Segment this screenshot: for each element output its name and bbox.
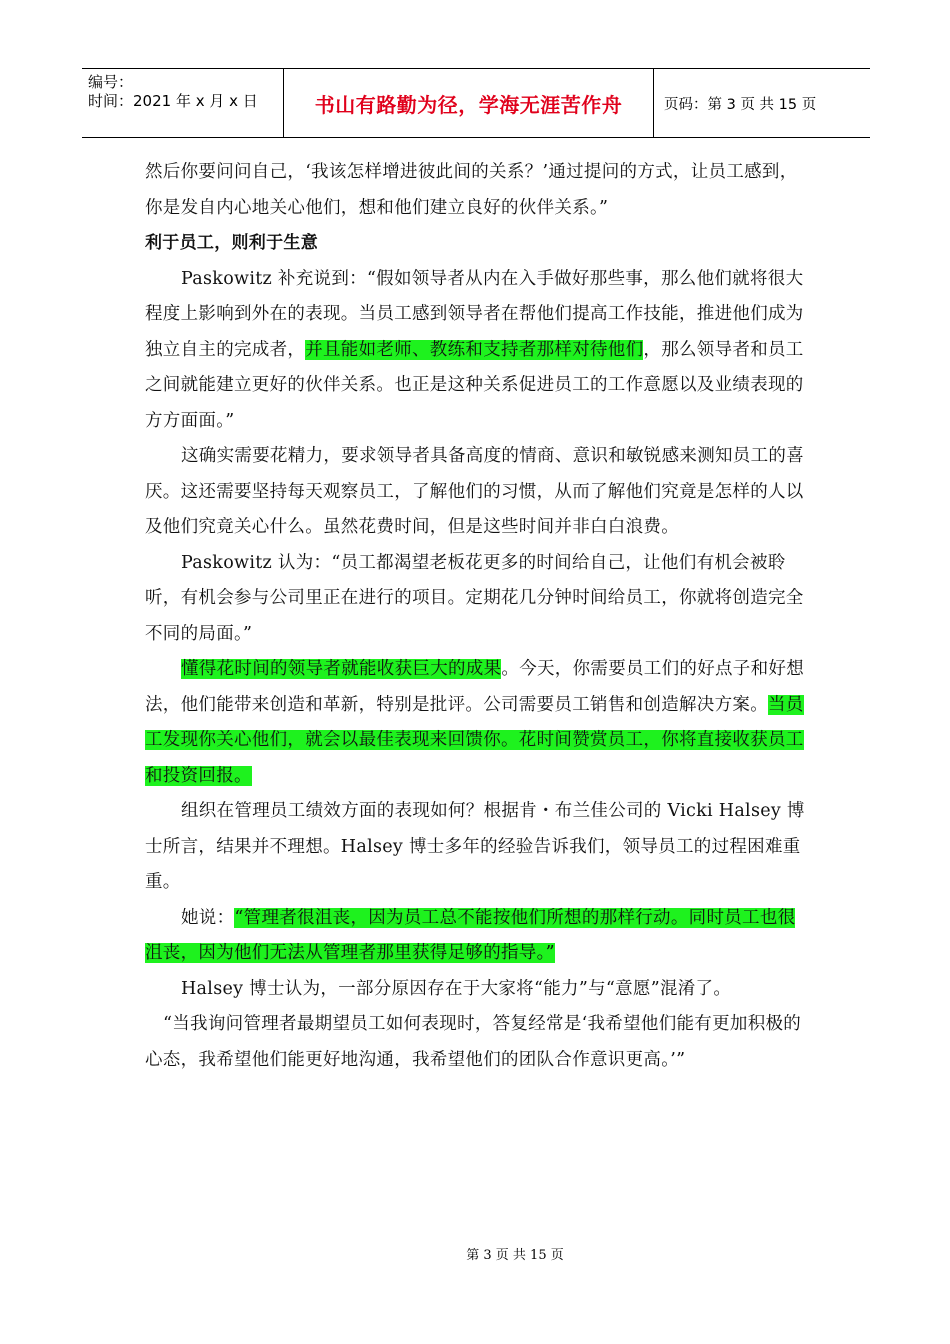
paragraph-2 [145,262,805,440]
highlighted-text: 当员工发现你关心他们，就会以最佳表现来回馈你。花时间赞赏员工，你将直接收获员工和投资回报。 [145,694,804,786]
paragraph-4: Paskowitz 认为：“员工都渴望老板花更多的时间给自己，让他们有机会被聆听，有机会参与公司里正在进行的项目。定期花几分钟时间给员工，你就将创造完全不同的局面。” [145,552,804,644]
header-page-info: 页码：第 3 页 共 15 页 [664,96,817,113]
paragraph-8: Halsey 博士认为，一部分原因存在于大家将“能力”与“意愿”混淆了。 [181,978,732,999]
highlighted-text: “管理者很沮丧，因为员工总不能按他们所想的那样行动。同时员工也很沮丧，因为他们无法从管理者那里获得足够的指导。” [145,907,796,963]
paragraph-9: “当我询问管理者最期望员工如何表现时，答复经常是‘我希望他们能有更加积极的心态，我希望他们能更好地沟通，我希望他们的团队合作意识更高。’” [145,1014,802,1070]
section-subheading: 利于员工，则利于生意 [145,233,318,253]
page-header [82,68,870,138]
paragraph-2-text-b: ，那么领导者和员工之间就能建立更好的伙伴关系。也正是这种关系促进员工的工作意愿以及业绩表现的方方面面。” [145,339,804,431]
paragraph-7 [145,901,805,972]
paragraph-1: 然后你要问问自己，‘我该怎样增进彼此间的关系？’通过提问的方式，让员工感到，你是发自内心地关心他们，想和他们建立良好的伙伴关系。” [145,162,798,218]
paragraph-2-text-a: Paskowitz 补充说到：“假如领导者从内在入手做好那些事，那么他们就将很大程度上影响到外在的表现。当员工感到领导者在帮他们提高工作技能，推进他们成为独立自主的完成者， [145,268,804,360]
paragraph-5 [145,652,805,794]
page-footer: 第 3 页 共 15 页 [466,1248,564,1263]
header-left-cell [82,69,283,137]
highlighted-text: 并且能如老师、教练和支持者那样对待他们 [305,339,644,360]
doc-date: 时间：2021 年 x 月 x 日 [88,92,258,110]
highlighted-text: 懂得花时间的领导者就能收获巨大的成果 [181,659,502,679]
paragraph-6: 组织在管理员工绩效方面的表现如何？根据肯・布兰佳公司的 Vicki Halsey 博士所言，结果并不理想。Halsey 博士多年的经验告诉我们，领导员工的过程困难重重。 [145,801,805,892]
header-motto: 书山有路勤为径，学海无涯苦作舟 [283,69,654,137]
paragraph-3: 这确实需要花精力，要求领导者具备高度的情商、意识和敏锐感来测知员工的喜厌。这还需要坚持每天观察员工，了解他们的习惯，从而了解他们究竟是怎样的人以及他们究竟关心什么。虽然花费时间，但是这些时间并非白白浪费。 [145,446,804,537]
document-body [145,155,805,1078]
doc-number-label: 编号： [88,73,134,91]
paragraph-7-text: 她说： [181,907,235,928]
paragraph-5-text: 。今天，你需要员工们的好点子和好想法，他们能带来创造和革新，特别是批评。公司需要员工销售和创造解决方案。 [145,659,805,715]
